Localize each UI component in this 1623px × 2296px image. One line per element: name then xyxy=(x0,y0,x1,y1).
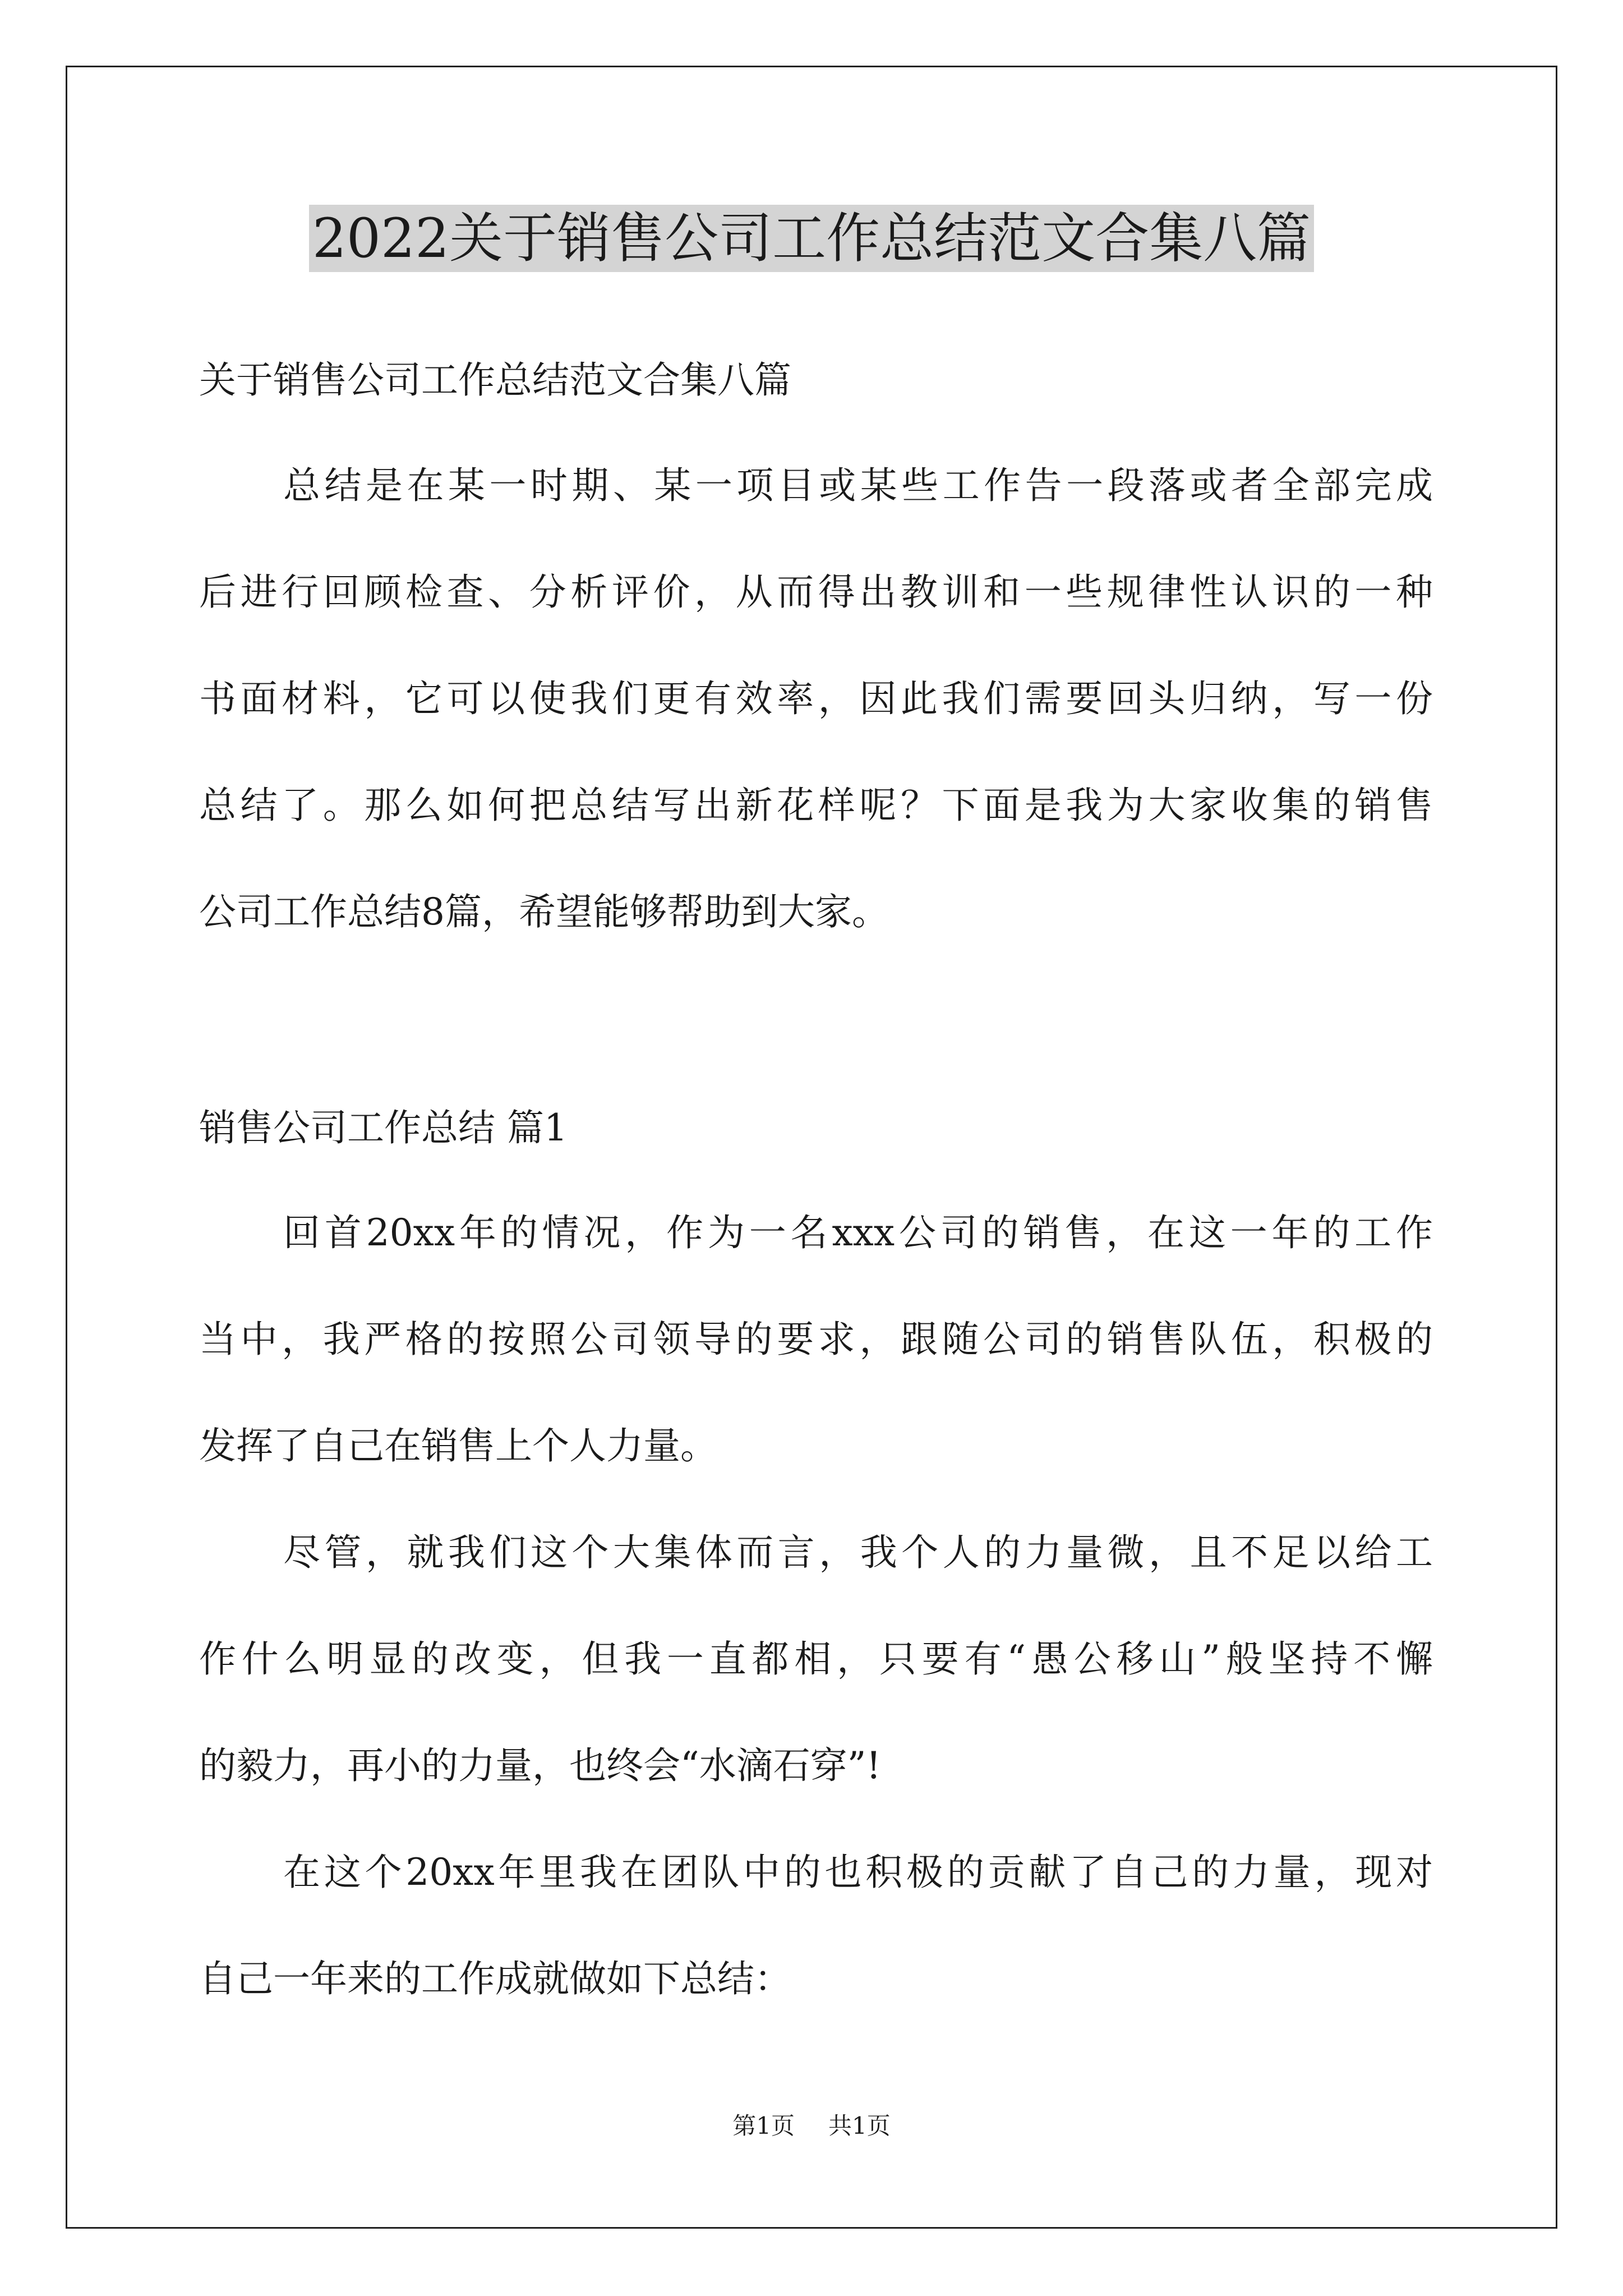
intro-line: 总结是在某一时期、某一项目或某些工作告一段落或者全部完成 xyxy=(283,464,1433,507)
paragraph-line: 自己一年来的工作成就做如下总结： xyxy=(199,1957,791,2000)
intro-line: 总结了。那么如何把总结写出新花样呢？下面是我为大家收集的销售 xyxy=(199,784,1433,827)
paragraph-line: 当中，我严格的按照公司领导的要求，跟随公司的销售队伍，积极的 xyxy=(199,1318,1433,1361)
paragraph-line: 作什么明显的改变，但我一直都相，只要有“愚公移山”般坚持不懈 xyxy=(199,1637,1433,1681)
page-number-total: 共1页 xyxy=(828,2112,891,2139)
document-subtitle: 关于销售公司工作总结范文合集八篇 xyxy=(199,358,791,402)
paragraph-line: 的毅力，再小的力量，也终会“水滴石穿”! xyxy=(199,1744,882,1787)
page-footer xyxy=(0,2109,1623,2143)
paragraph-line: 回首20xx年的情况，作为一名xxx公司的销售，在这一年的工作 xyxy=(283,1211,1433,1254)
section-heading: 销售公司工作总结 篇1 xyxy=(199,1106,568,1149)
intro-line: 书面材料，它可以使我们更有效率，因此我们需要回头归纳，写一份 xyxy=(199,677,1433,720)
page-number-current: 第1页 xyxy=(732,2112,795,2139)
paragraph-line: 尽管，就我们这个大集体而言，我个人的力量微，且不足以给工 xyxy=(283,1531,1433,1574)
paragraph-line: 在这个20xx年里我在团队中的也积极的贡献了自己的力量，现对 xyxy=(283,1851,1433,1894)
document-title xyxy=(0,199,1623,278)
paragraph-line: 发挥了自己在销售上个人力量。 xyxy=(199,1424,717,1467)
intro-line: 后进行回顾检查、分析评价，从而得出教训和一些规律性认识的一种 xyxy=(199,570,1433,614)
document-title-text: 2022关于销售公司工作总结范文合集八篇 xyxy=(309,205,1314,272)
intro-line: 公司工作总结8篇，希望能够帮助到大家。 xyxy=(199,890,889,933)
